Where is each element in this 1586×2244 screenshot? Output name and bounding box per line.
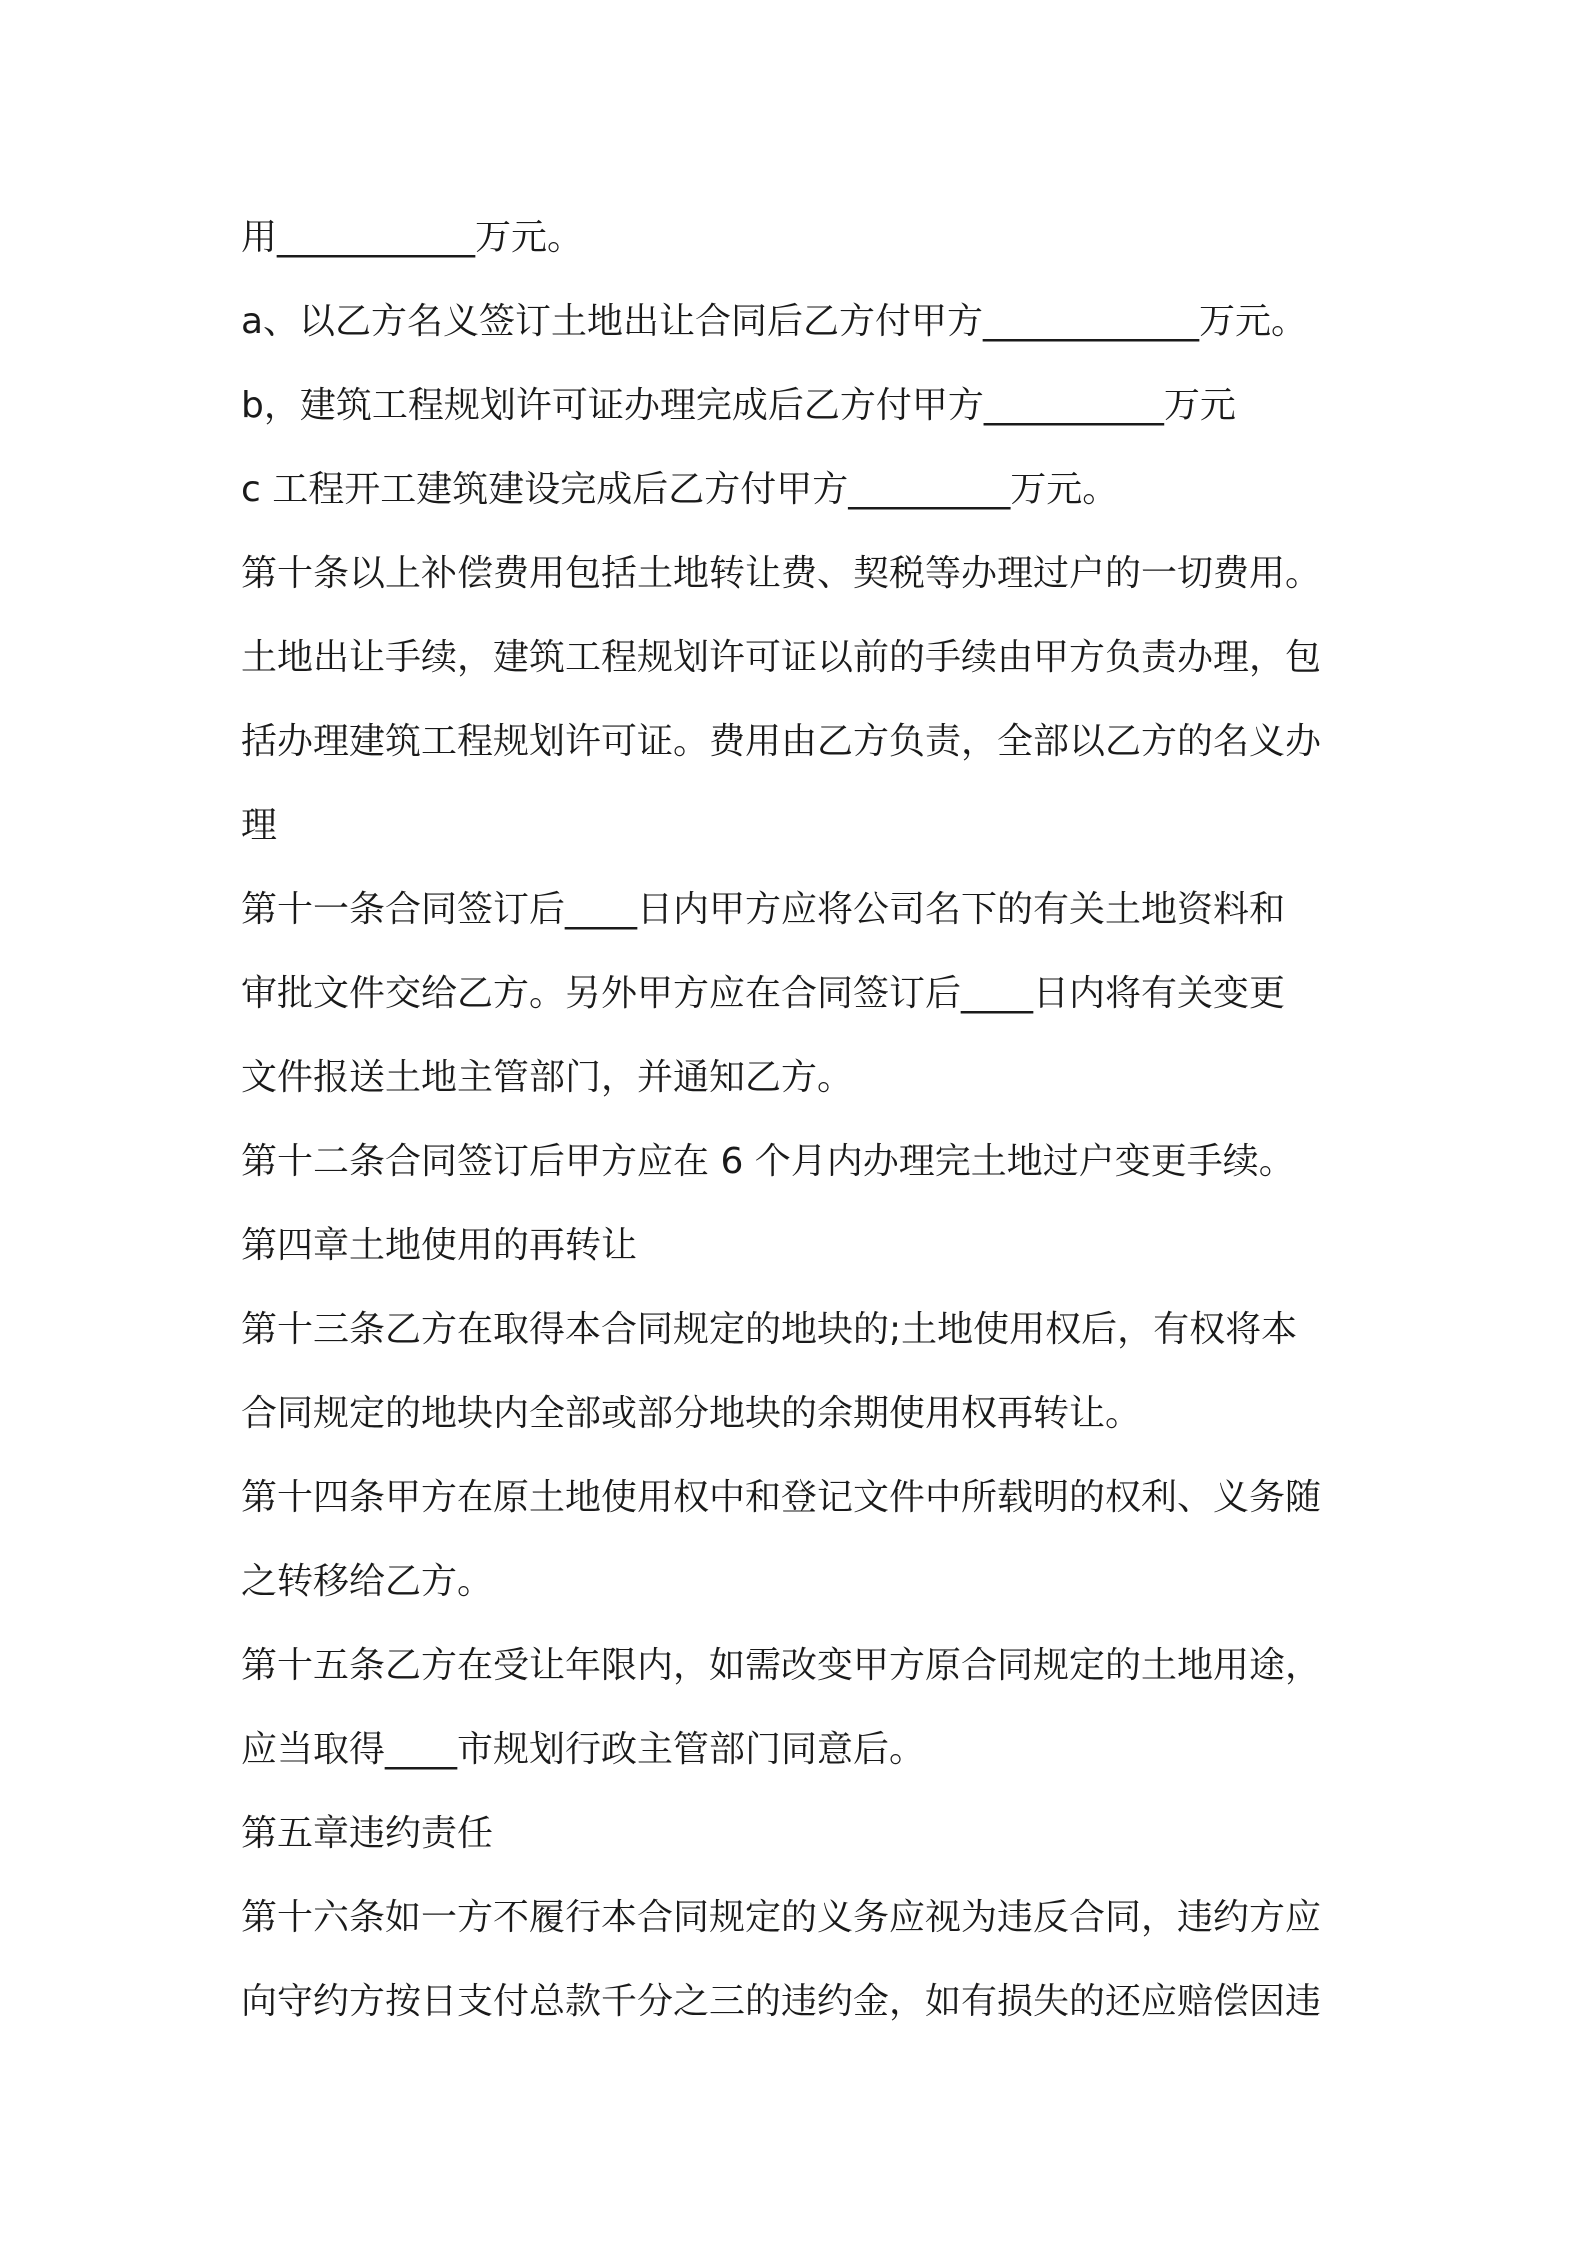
text-line: 合同规定的地块内全部或部分地块的余期使用权再转让。 — [241, 1393, 1142, 1434]
text-line: 文件报送土地主管部门，并通知乙方。 — [241, 1057, 854, 1098]
text-line: 第十五条乙方在受让年限内，如需改变甲方原合同规定的土地用途， — [241, 1645, 1322, 1686]
text-line: 第十条以上补偿费用包括土地转让费、契税等办理过户的一切费用。 — [241, 553, 1322, 594]
text-line: 应当取得____市规划行政主管部门同意后。 — [241, 1729, 926, 1770]
chapter-heading: 第四章土地使用的再转让 — [241, 1225, 638, 1266]
text-line: 第十一条合同签订后____日内甲方应将公司名下的有关土地资料和 — [241, 889, 1286, 930]
text-line: 用___________万元。 — [241, 217, 584, 258]
document-body — [241, 196, 1361, 2044]
text-line: 审批文件交给乙方。另外甲方应在合同签订后____日内将有关变更 — [241, 973, 1286, 1014]
text-line: a、以乙方名义签订土地出让合同后乙方付甲方____________万元。 — [241, 301, 1308, 342]
text-line: 括办理建筑工程规划许可证。费用由乙方负责，全部以乙方的名义办 — [241, 721, 1322, 762]
text-line: 理 — [241, 805, 278, 846]
text-line: 土地出让手续，建筑工程规划许可证以前的手续由甲方负责办理，包 — [241, 637, 1322, 678]
text-line: c 工程开工建筑建设完成后乙方付甲方_________万元。 — [241, 469, 1119, 510]
text-line: 向守约方按日支付总款千分之三的违约金，如有损失的还应赔偿因违 — [241, 1981, 1322, 2022]
text-line: 第十六条如一方不履行本合同规定的义务应视为违反合同，违约方应 — [241, 1897, 1322, 1938]
text-line: 第十三条乙方在取得本合同规定的地块的;土地使用权后，有权将本 — [241, 1309, 1298, 1350]
text-line: 第十四条甲方在原土地使用权中和登记文件中所载明的权利、义务随 — [241, 1477, 1322, 1518]
text-line: 之转移给乙方。 — [241, 1561, 494, 1602]
text-line: 第十二条合同签订后甲方应在 6 个月内办理完土地过户变更手续。 — [241, 1141, 1295, 1182]
text-line: b，建筑工程规划许可证办理完成后乙方付甲方__________万元 — [241, 385, 1236, 426]
chapter-heading: 第五章违约责任 — [241, 1813, 494, 1854]
